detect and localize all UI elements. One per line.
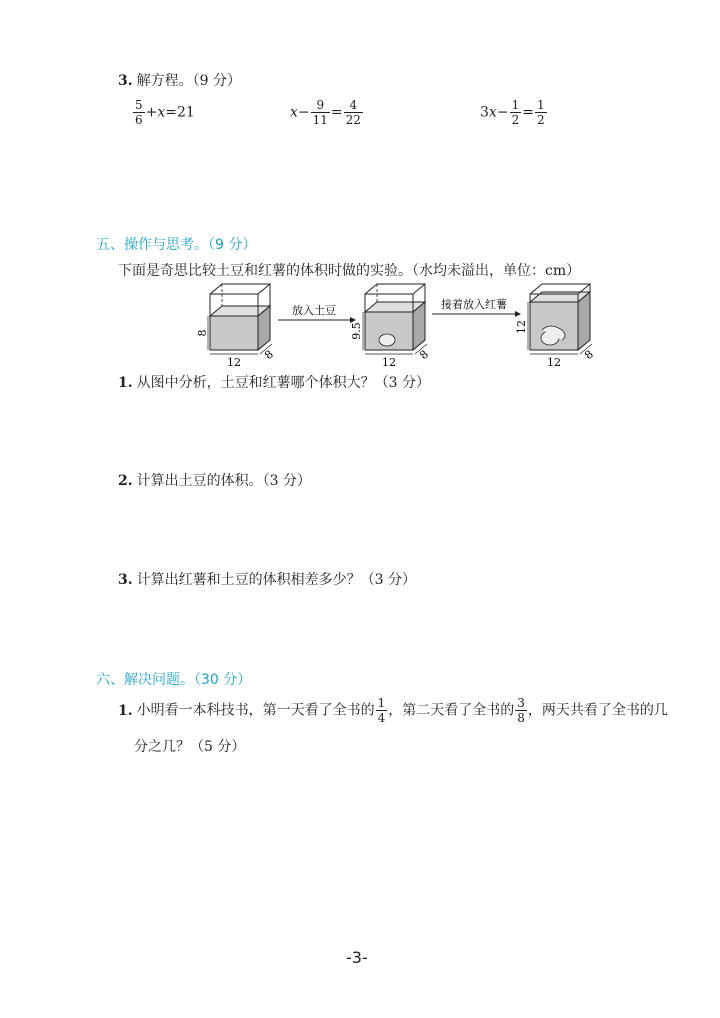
container-box-2: [350, 284, 431, 369]
arrow2-label: 接着放入红薯: [441, 298, 507, 311]
experiment-figure: [190, 278, 610, 370]
box2-height-label: 9.5: [350, 322, 363, 340]
box3-height-label: 12: [515, 320, 528, 334]
box3-width-label: 8: [582, 347, 596, 363]
box2-length-label: 12: [382, 356, 396, 369]
arrow-1: [278, 303, 355, 320]
equation-1: $\frac{5}{6}$ +x=21: [135, 98, 195, 127]
question-solve-equations: [118, 70, 241, 90]
fraction: $\frac{1}{2}$: [511, 98, 520, 127]
box1-length-label: 12: [227, 356, 241, 369]
equation-2: x− $\frac{9}{11}$ = $\frac{4}{22}$: [290, 98, 361, 127]
question-text: 解方程。: [136, 73, 193, 89]
box2-width-label: 8: [417, 347, 431, 363]
container-box-3: [515, 284, 596, 369]
box1-height-label: 8: [196, 329, 209, 337]
fraction: $\frac{1}{4}$: [377, 696, 386, 725]
question-6-1: 1. 小明看一本科技书，第一天看了全书的 $\frac{1}{4}$ ，第二天看了全书的 $\frac{3}{8}$ ，两天共看了全书的几: [118, 696, 668, 725]
fraction: $\frac{3}{8}$: [517, 696, 525, 725]
question-5-1: 1. 从图中分析，土豆和红薯哪个体积大？（3 分）: [118, 375, 430, 391]
question-6-1-line2: 分之几？（5 分）: [134, 739, 246, 755]
fraction: $\frac{5}{6}$: [135, 98, 143, 127]
fraction: $\frac{9}{11}$: [312, 98, 328, 127]
section-intro: 下面是奇思比较土豆和红薯的体积时做的实验。（水均未溢出，单位：cm）: [118, 263, 581, 279]
question-score: （9 分）: [192, 73, 241, 89]
arrow1-label: 放入土豆: [292, 304, 336, 317]
page-number: -3-: [346, 948, 368, 967]
question-5-2: 2. 计算出土豆的体积。（3 分）: [118, 473, 311, 489]
fraction: $\frac{1}{2}$: [536, 98, 545, 127]
arrow-2: [432, 297, 520, 314]
potato-icon: [379, 334, 395, 346]
section-heading-solve-problems: 六、解决问题。（30 分）: [96, 672, 252, 688]
question-5-3: 3. 计算出红薯和土豆的体积相差多少？（3 分）: [118, 572, 416, 588]
section-heading-operation: 五、操作与思考。（9 分）: [96, 237, 257, 253]
container-box-1: [196, 284, 276, 369]
equation-3: 3x− $\frac{1}{2}$ = $\frac{1}{2}$: [480, 98, 545, 127]
box1-width-label: 8: [262, 347, 276, 363]
question-number: 3.: [118, 73, 133, 89]
fraction: $\frac{4}{22}$: [345, 98, 361, 127]
box3-length-label: 12: [547, 356, 561, 369]
